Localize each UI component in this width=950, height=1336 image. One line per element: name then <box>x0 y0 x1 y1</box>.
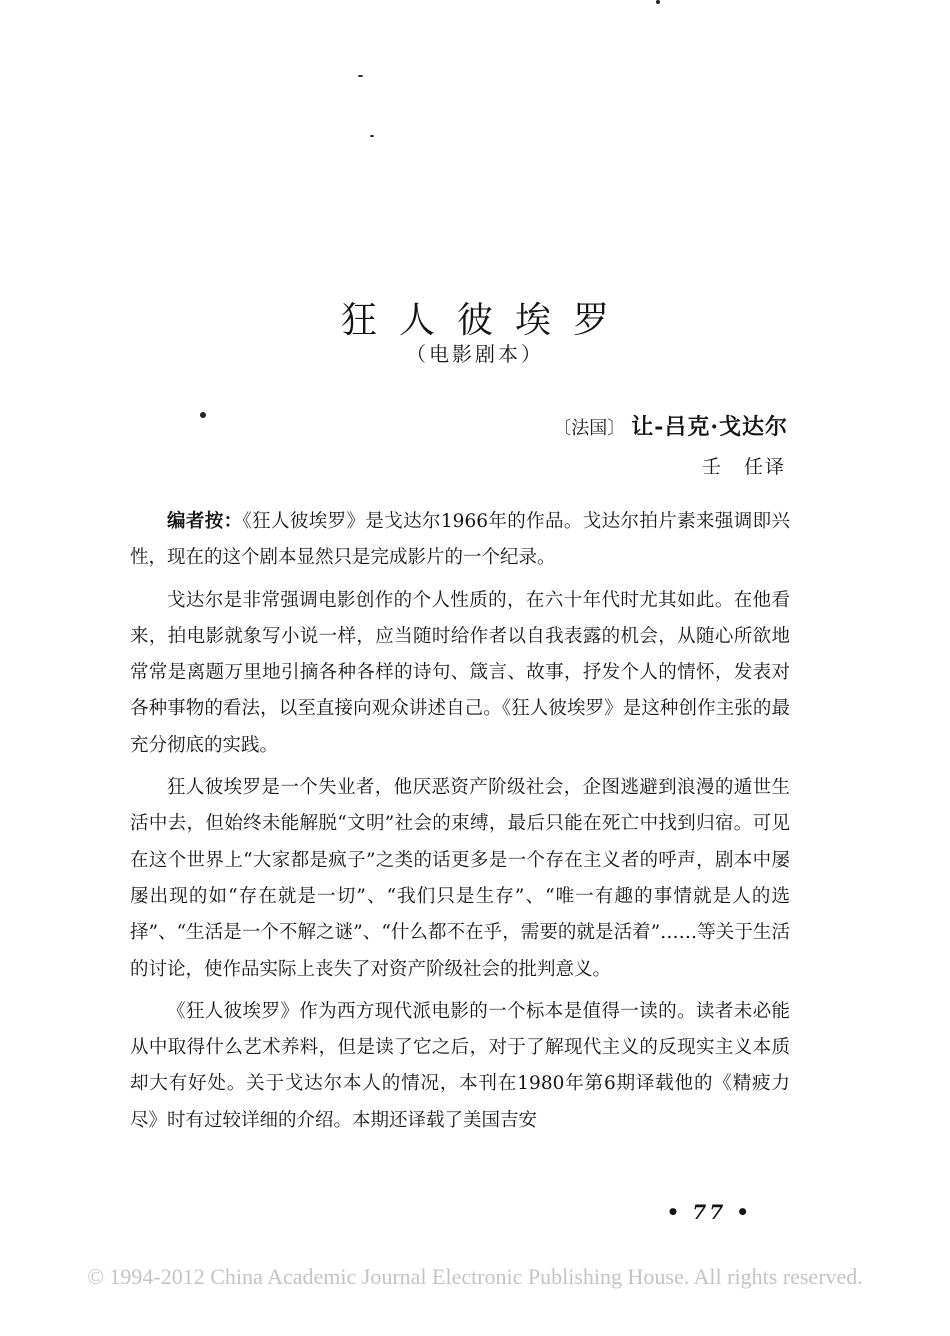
editor-note-paragraph <box>130 504 790 577</box>
editor-note-paragraph: 《狂人彼埃罗》作为西方现代派电影的一个标本是值得一读的。读者未必能从中取得什么艺术养料，但是读了它之后，对于了解现代主义的反现实主义本质却大有好处。关于戈达尔本人的情况，本刊在1980年第6期译载他的《精疲力尽》时有过较详细的介绍。本期还译载了美国吉安 <box>130 1000 790 1131</box>
paragraph-text: 《狂人彼埃罗》是戈达尔1966年的作品。戈达尔拍片素来强调即兴性，现在的这个剧本显然只是完成影片的一个纪录。 <box>130 511 790 569</box>
article-subtitle: （电影剧本） <box>406 342 544 366</box>
author-country: 〔法国〕 <box>553 418 626 439</box>
copyright-watermark: © 1994-2012 China Academic Journal Electronic Publishing House. All rights reserved. <box>87 1264 863 1289</box>
scan-speck <box>370 135 374 137</box>
editor-note-paragraph: 狂人彼埃罗是一个失业者，他厌恶资产阶级社会，企图逃避到浪漫的遁世生活中去，但始终未能解脱“文明”社会的束缚，最后只能在死亡中找到归宿。可见在这个世界上“大家都是疯子”之类的话更多是一个存在主义者的呼声，剧本中屡屡出现的如“存在就是一切”、“我们只是生存”、“唯一有趣的事情就是人的选择”、“生活是一个不解之谜”、“什么都不在乎，需要的就是活着”……等关于生活的讨论，使作品实际上丧失了对资产阶级社会的批判意义。 <box>130 777 790 980</box>
translator-credit: 壬 任译 <box>701 456 786 478</box>
author-name: 让-吕克·戈达尔 <box>631 414 788 440</box>
page-number: • 77 • <box>666 1200 752 1224</box>
editor-note-label: 编者按： <box>167 511 243 532</box>
scan-speck <box>358 75 363 77</box>
editor-note-paragraph: 戈达尔是非常强调电影创作的个人性质的，在六十年代时尤其如此。在他看来，拍电影就象写小说一样，应当随时给作者以自我表露的机会，从随心所欲地常常是离题万里地引摘各种各样的诗句、箴言、故事，抒发个人的情怀，发表对各种事物的看法，以至直接向观众讲述自己。《狂人彼埃罗》是这种创作主张的最充分彻底的实践。 <box>130 589 790 756</box>
editor-note <box>130 504 790 1145</box>
scan-speck <box>656 0 660 4</box>
scan-speck <box>200 412 206 418</box>
author-line <box>553 410 788 441</box>
article-title: 狂人彼埃罗 <box>340 300 631 342</box>
